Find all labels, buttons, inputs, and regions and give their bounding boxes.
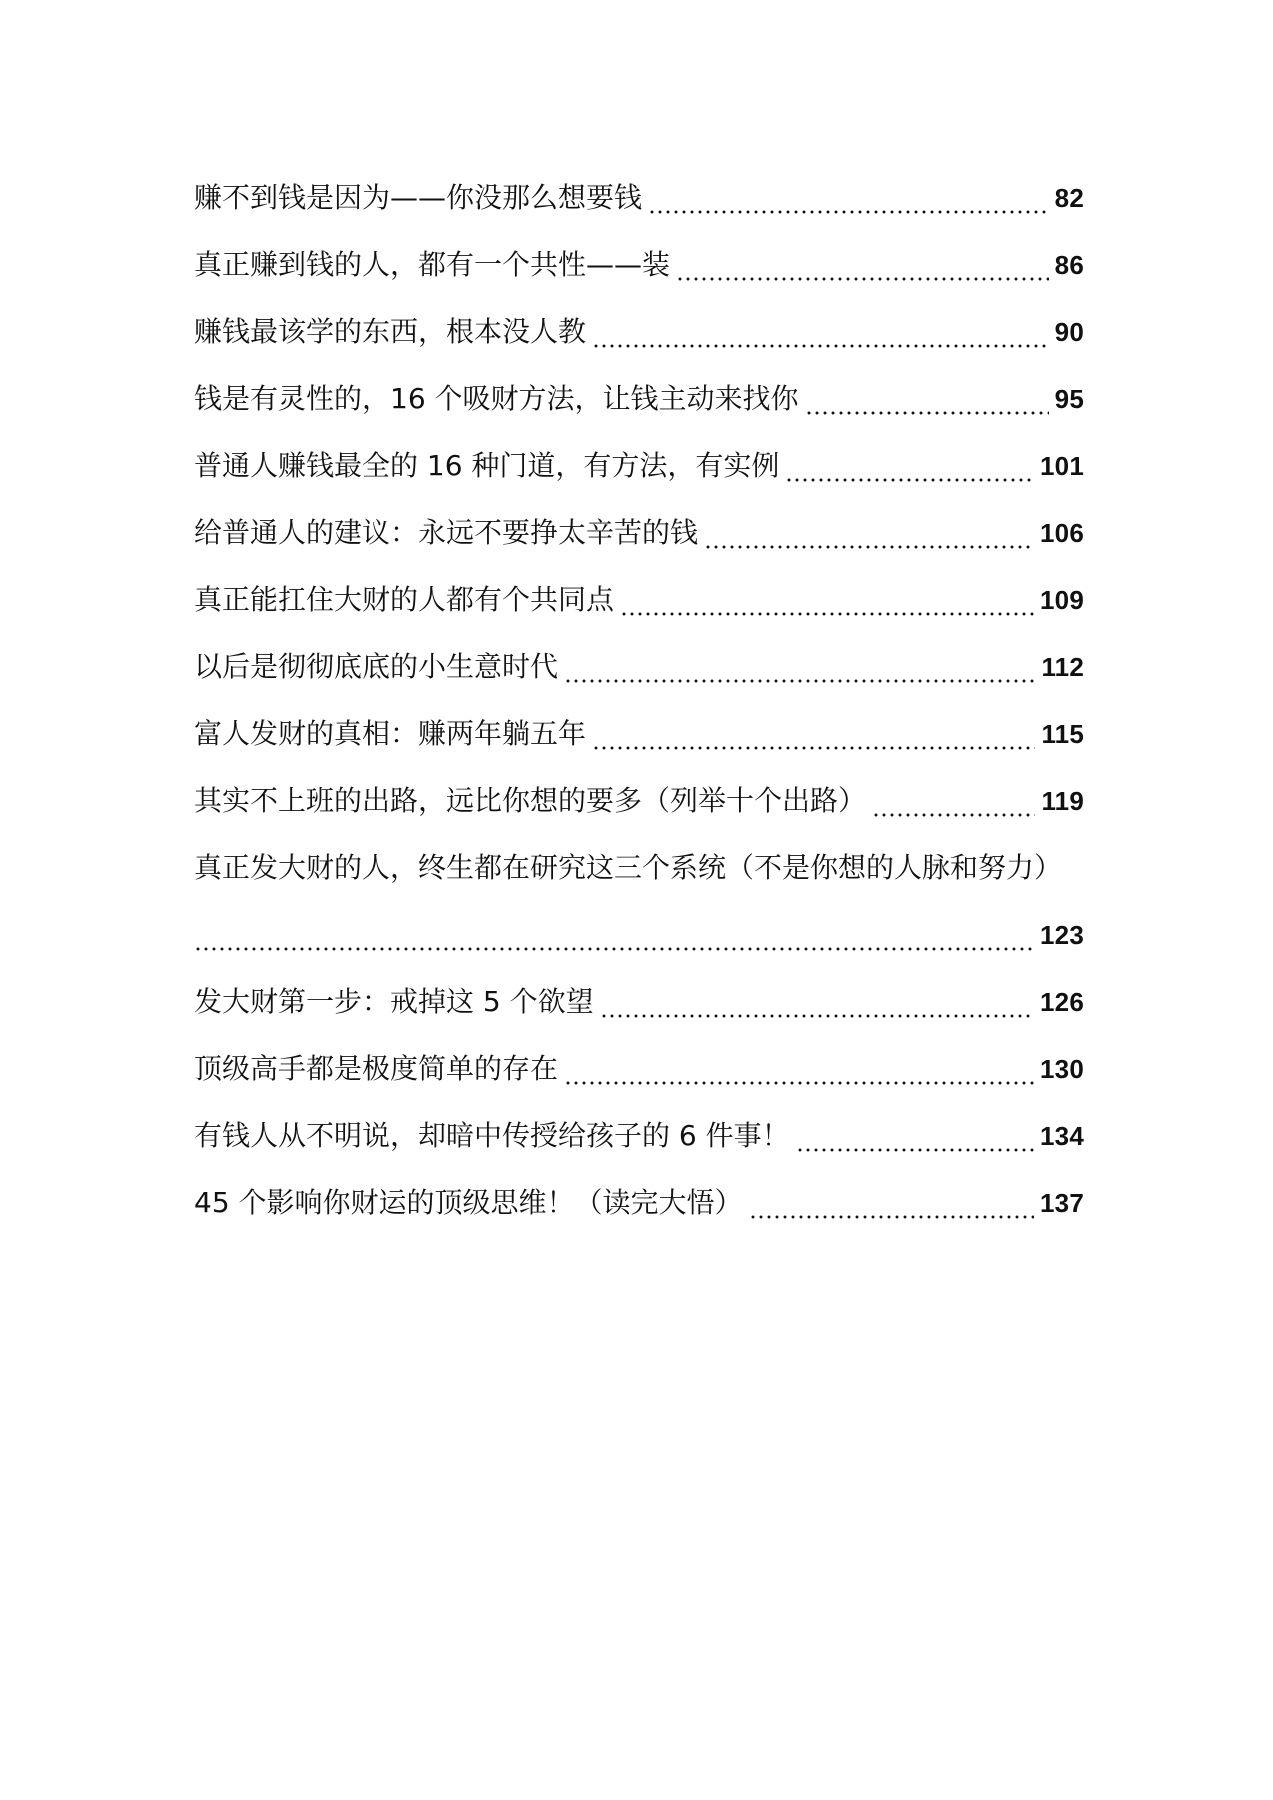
toc-entry[interactable] bbox=[194, 298, 1084, 365]
toc-entry[interactable] bbox=[194, 633, 1084, 700]
toc-entry-title: 给普通人的建议：永远不要挣太辛苦的钱 bbox=[194, 515, 699, 549]
dot-leader bbox=[676, 261, 1049, 283]
toc-entry-page-number: 112 bbox=[1041, 651, 1084, 682]
toc-entry-title: 钱是有灵性的，16 个吸财方法，让钱主动来找你 bbox=[194, 381, 799, 415]
toc-entry-page-number: 106 bbox=[1040, 517, 1084, 548]
toc-entry-page-number: 109 bbox=[1040, 584, 1084, 615]
toc-entry[interactable] bbox=[194, 164, 1084, 231]
toc-entry-page-number: 130 bbox=[1040, 1053, 1084, 1084]
dot-leader bbox=[592, 730, 1035, 752]
toc-entry[interactable] bbox=[194, 767, 1084, 834]
dot-leader bbox=[648, 194, 1049, 216]
toc-entry[interactable] bbox=[194, 968, 1084, 1035]
table-of-contents bbox=[194, 164, 1084, 1236]
dot-leader bbox=[796, 1132, 1034, 1154]
toc-entry-title: 普通人赚钱最全的 16 种门道，有方法，有实例 bbox=[194, 448, 780, 482]
toc-entry-title: 真正赚到钱的人，都有一个共性——装 bbox=[194, 247, 671, 281]
toc-entry[interactable] bbox=[194, 432, 1084, 499]
toc-entry-title: 真正能扛住大财的人都有个共同点 bbox=[194, 582, 615, 616]
toc-entry-page-number: 137 bbox=[1040, 1187, 1084, 1218]
dot-leader bbox=[872, 797, 1035, 819]
toc-entry-page-number: 90 bbox=[1054, 316, 1084, 347]
dot-leader bbox=[600, 998, 1034, 1020]
toc-entry-page-number: 134 bbox=[1040, 1120, 1084, 1151]
toc-entry[interactable] bbox=[194, 499, 1084, 566]
toc-entry[interactable] bbox=[194, 1169, 1084, 1236]
dot-leader bbox=[564, 1065, 1034, 1087]
toc-entry[interactable] bbox=[194, 365, 1084, 432]
toc-entry-title: 赚钱最该学的东西，根本没人教 bbox=[194, 314, 587, 348]
toc-entry[interactable] bbox=[194, 700, 1084, 767]
dot-leader bbox=[592, 328, 1049, 350]
toc-entry-title: 赚不到钱是因为——你没那么想要钱 bbox=[194, 180, 643, 214]
toc-entry-page-number: 86 bbox=[1054, 249, 1084, 280]
toc-entry-page-number: 82 bbox=[1054, 182, 1084, 213]
dot-leader bbox=[805, 395, 1049, 417]
dot-leader bbox=[564, 663, 1035, 685]
toc-entry[interactable] bbox=[194, 231, 1084, 298]
dot-leader bbox=[620, 596, 1034, 618]
toc-entry-first-line bbox=[194, 834, 1084, 901]
toc-entry-title: 以后是彻彻底底的小生意时代 bbox=[194, 649, 559, 683]
toc-entry-title: 真正发大财的人，终生都在研究这三个系统（不是你想的人脉和努力） bbox=[194, 850, 1063, 884]
toc-entry[interactable] bbox=[194, 1035, 1084, 1102]
toc-entry-title: 顶级高手都是极度简单的存在 bbox=[194, 1051, 559, 1085]
toc-entry[interactable] bbox=[194, 834, 1084, 968]
toc-entry-title: 发大财第一步：戒掉这 5 个欲望 bbox=[194, 984, 594, 1018]
toc-entry-page-number: 123 bbox=[1040, 919, 1084, 950]
toc-entry-page-number: 101 bbox=[1040, 450, 1084, 481]
toc-entry-title: 有钱人从不明说，却暗中传授给孩子的 6 件事！ bbox=[194, 1118, 790, 1152]
toc-entry-page-number: 95 bbox=[1054, 383, 1084, 414]
toc-entry-title: 其实不上班的出路，远比你想的要多（列举十个出路） bbox=[194, 783, 867, 817]
toc-entry-page-number: 115 bbox=[1041, 718, 1084, 749]
dot-leader bbox=[704, 529, 1034, 551]
toc-entry[interactable] bbox=[194, 1102, 1084, 1169]
dot-leader bbox=[194, 931, 1034, 953]
toc-entry-page-number: 126 bbox=[1040, 986, 1084, 1017]
toc-entry-second-line bbox=[194, 901, 1084, 968]
toc-entry-title: 45 个影响你财运的顶级思维！（读完大悟） bbox=[194, 1185, 743, 1219]
toc-entry-page-number: 119 bbox=[1041, 785, 1084, 816]
dot-leader bbox=[785, 462, 1034, 484]
dot-leader bbox=[749, 1199, 1034, 1221]
toc-entry-title: 富人发财的真相：赚两年躺五年 bbox=[194, 716, 587, 750]
toc-entry[interactable] bbox=[194, 566, 1084, 633]
